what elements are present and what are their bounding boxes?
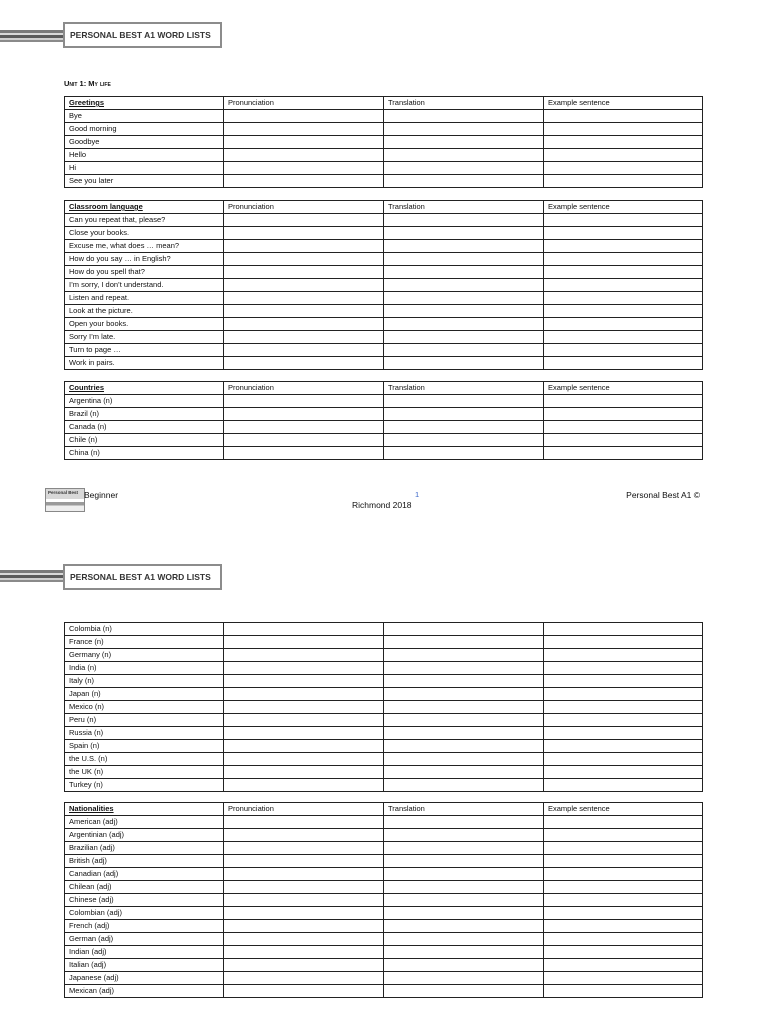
blank-cell: [224, 279, 384, 292]
word-cell: British (adj): [65, 855, 224, 868]
blank-cell: [544, 766, 703, 779]
word-cell: Excuse me, what does … mean?: [65, 240, 224, 253]
blank-cell: [544, 985, 703, 998]
table-row: [65, 753, 703, 766]
word-cell: Close your books.: [65, 227, 224, 240]
blank-cell: [544, 266, 703, 279]
blank-cell: [384, 946, 544, 959]
table-header-row: [65, 382, 703, 395]
word-cell: China (n): [65, 447, 224, 460]
blank-cell: [224, 149, 384, 162]
blank-cell: [544, 240, 703, 253]
page-number: 1: [415, 490, 420, 499]
blank-cell: [544, 214, 703, 227]
word-cell: Good morning: [65, 123, 224, 136]
blank-cell: [224, 894, 384, 907]
blank-cell: [544, 701, 703, 714]
table-row: [65, 162, 703, 175]
blank-cell: [224, 881, 384, 894]
blank-cell: [544, 907, 703, 920]
blank-cell: [544, 855, 703, 868]
blank-cell: [544, 408, 703, 421]
table-row: [65, 331, 703, 344]
table-row: [65, 292, 703, 305]
blank-cell: [384, 920, 544, 933]
blank-cell: [384, 136, 544, 149]
word-cell: India (n): [65, 662, 224, 675]
blank-cell: [384, 447, 544, 460]
column-header: Pronunciation: [224, 97, 384, 110]
blank-cell: [384, 714, 544, 727]
column-header: Translation: [384, 803, 544, 816]
blank-cell: [544, 305, 703, 318]
blank-cell: [224, 266, 384, 279]
header-decoration: [0, 30, 66, 42]
word-list-table: [64, 96, 703, 188]
table-header-row: [65, 201, 703, 214]
blank-cell: [224, 829, 384, 842]
table-row: [65, 688, 703, 701]
personal-best-logo: [45, 488, 85, 512]
blank-cell: [544, 331, 703, 344]
table-row: [65, 701, 703, 714]
table-row: [65, 855, 703, 868]
blank-cell: [544, 110, 703, 123]
blank-cell: [384, 421, 544, 434]
header-title: PERSONAL BEST A1 WORD LISTS: [63, 22, 222, 48]
word-cell: the U.S. (n): [65, 753, 224, 766]
blank-cell: [384, 816, 544, 829]
blank-cell: [544, 881, 703, 894]
blank-cell: [384, 253, 544, 266]
blank-cell: [384, 933, 544, 946]
table-row: [65, 136, 703, 149]
blank-cell: [384, 395, 544, 408]
blank-cell: [544, 779, 703, 792]
blank-cell: [224, 292, 384, 305]
word-cell: Brazil (n): [65, 408, 224, 421]
blank-cell: [224, 972, 384, 985]
word-cell: Listen and repeat.: [65, 292, 224, 305]
word-cell: Look at the picture.: [65, 305, 224, 318]
word-cell: Italy (n): [65, 675, 224, 688]
blank-cell: [544, 395, 703, 408]
table-row: [65, 740, 703, 753]
blank-cell: [384, 649, 544, 662]
blank-cell: [544, 136, 703, 149]
blank-cell: [224, 227, 384, 240]
blank-cell: [224, 395, 384, 408]
blank-cell: [544, 318, 703, 331]
table-row: [65, 408, 703, 421]
table-row: [65, 344, 703, 357]
table-row: [65, 868, 703, 881]
word-cell: Japan (n): [65, 688, 224, 701]
word-cell: Mexico (n): [65, 701, 224, 714]
blank-cell: [224, 434, 384, 447]
blank-cell: [224, 868, 384, 881]
blank-cell: [384, 227, 544, 240]
blank-cell: [544, 253, 703, 266]
blank-cell: [384, 110, 544, 123]
blank-cell: [224, 766, 384, 779]
word-list-table: [64, 381, 703, 460]
table-row: [65, 907, 703, 920]
blank-cell: [224, 421, 384, 434]
blank-cell: [224, 123, 384, 136]
blank-cell: [224, 636, 384, 649]
column-header: Translation: [384, 382, 544, 395]
table-row: [65, 123, 703, 136]
blank-cell: [224, 816, 384, 829]
blank-cell: [544, 421, 703, 434]
word-cell: Brazilian (adj): [65, 842, 224, 855]
table-row: [65, 959, 703, 972]
table-row: [65, 662, 703, 675]
word-cell: Hello: [65, 149, 224, 162]
table-heading: Countries: [65, 382, 224, 395]
word-cell: Mexican (adj): [65, 985, 224, 998]
blank-cell: [384, 779, 544, 792]
blank-cell: [224, 740, 384, 753]
blank-cell: [224, 753, 384, 766]
blank-cell: [384, 855, 544, 868]
column-header: Translation: [384, 97, 544, 110]
word-cell: Work in pairs.: [65, 357, 224, 370]
table-header-row: [65, 97, 703, 110]
blank-cell: [544, 123, 703, 136]
blank-cell: [224, 855, 384, 868]
blank-cell: [544, 279, 703, 292]
word-cell: Italian (adj): [65, 959, 224, 972]
blank-cell: [224, 701, 384, 714]
blank-cell: [384, 318, 544, 331]
blank-cell: [224, 305, 384, 318]
blank-cell: [224, 214, 384, 227]
blank-cell: [544, 292, 703, 305]
logo-text: Personal Best: [48, 490, 79, 495]
blank-cell: [384, 842, 544, 855]
column-header: Example sentence: [544, 382, 703, 395]
page-footer: [0, 488, 768, 518]
blank-cell: [224, 779, 384, 792]
table-row: [65, 842, 703, 855]
blank-cell: [544, 227, 703, 240]
table-row: [65, 985, 703, 998]
blank-cell: [384, 434, 544, 447]
word-cell: Russia (n): [65, 727, 224, 740]
blank-cell: [384, 123, 544, 136]
blank-cell: [384, 985, 544, 998]
table-header-row: [65, 803, 703, 816]
blank-cell: [544, 816, 703, 829]
word-cell: Goodbye: [65, 136, 224, 149]
blank-cell: [384, 305, 544, 318]
column-header: Example sentence: [544, 97, 703, 110]
blank-cell: [544, 959, 703, 972]
word-cell: Indian (adj): [65, 946, 224, 959]
column-header: Pronunciation: [224, 382, 384, 395]
word-cell: Chile (n): [65, 434, 224, 447]
footer-copyright: Personal Best A1 ©: [626, 490, 700, 500]
header-decoration: [0, 570, 66, 582]
word-cell: Sorry I’m late.: [65, 331, 224, 344]
word-cell: Colombia (n): [65, 623, 224, 636]
word-cell: Chinese (adj): [65, 894, 224, 907]
blank-cell: [384, 959, 544, 972]
word-cell: See you later: [65, 175, 224, 188]
blank-cell: [544, 714, 703, 727]
word-cell: the UK (n): [65, 766, 224, 779]
table-row: [65, 149, 703, 162]
header-title: PERSONAL BEST A1 WORD LISTS: [63, 564, 222, 590]
word-cell: Germany (n): [65, 649, 224, 662]
column-header: Pronunciation: [224, 803, 384, 816]
blank-cell: [544, 894, 703, 907]
blank-cell: [224, 714, 384, 727]
blank-cell: [224, 408, 384, 421]
word-cell: Bye: [65, 110, 224, 123]
blank-cell: [544, 868, 703, 881]
blank-cell: [224, 907, 384, 920]
blank-cell: [544, 842, 703, 855]
word-cell: Turn to page …: [65, 344, 224, 357]
blank-cell: [224, 985, 384, 998]
word-list-table: [64, 622, 703, 792]
table-row: [65, 766, 703, 779]
blank-cell: [384, 279, 544, 292]
word-cell: How do you spell that?: [65, 266, 224, 279]
blank-cell: [544, 740, 703, 753]
word-cell: I’m sorry, I don’t understand.: [65, 279, 224, 292]
table-row: [65, 214, 703, 227]
table-row: [65, 727, 703, 740]
table-heading: Greetings: [65, 97, 224, 110]
blank-cell: [384, 972, 544, 985]
word-cell: Spain (n): [65, 740, 224, 753]
blank-cell: [384, 636, 544, 649]
blank-cell: [544, 675, 703, 688]
blank-cell: [224, 727, 384, 740]
word-cell: Can you repeat that, please?: [65, 214, 224, 227]
blank-cell: [224, 623, 384, 636]
table-row: [65, 623, 703, 636]
word-cell: France (n): [65, 636, 224, 649]
blank-cell: [384, 727, 544, 740]
blank-cell: [544, 149, 703, 162]
blank-cell: [224, 675, 384, 688]
blank-cell: [544, 623, 703, 636]
table-row: [65, 253, 703, 266]
table-row: [65, 421, 703, 434]
table-row: [65, 933, 703, 946]
blank-cell: [224, 933, 384, 946]
blank-cell: [224, 240, 384, 253]
blank-cell: [544, 727, 703, 740]
blank-cell: [544, 447, 703, 460]
blank-cell: [384, 753, 544, 766]
table-row: [65, 434, 703, 447]
table-row: [65, 175, 703, 188]
table-row: [65, 305, 703, 318]
blank-cell: [544, 636, 703, 649]
document-page-2: [0, 530, 768, 1024]
blank-cell: [224, 175, 384, 188]
word-cell: Peru (n): [65, 714, 224, 727]
blank-cell: [224, 920, 384, 933]
word-list-table: [64, 802, 703, 998]
word-cell: How do you say … in English?: [65, 253, 224, 266]
table-row: [65, 110, 703, 123]
blank-cell: [384, 675, 544, 688]
word-cell: Chilean (adj): [65, 881, 224, 894]
column-header: Example sentence: [544, 201, 703, 214]
word-cell: French (adj): [65, 920, 224, 933]
word-cell: Canadian (adj): [65, 868, 224, 881]
blank-cell: [384, 907, 544, 920]
blank-cell: [224, 318, 384, 331]
table-row: [65, 447, 703, 460]
blank-cell: [384, 175, 544, 188]
word-cell: American (adj): [65, 816, 224, 829]
blank-cell: [224, 110, 384, 123]
column-header: Translation: [384, 201, 544, 214]
word-cell: Turkey (n): [65, 779, 224, 792]
blank-cell: [384, 688, 544, 701]
blank-cell: [544, 662, 703, 675]
blank-cell: [544, 434, 703, 447]
table-row: [65, 675, 703, 688]
word-cell: German (adj): [65, 933, 224, 946]
blank-cell: [384, 701, 544, 714]
blank-cell: [544, 344, 703, 357]
word-cell: Argentinian (adj): [65, 829, 224, 842]
blank-cell: [384, 266, 544, 279]
blank-cell: [224, 447, 384, 460]
table-heading: Nationalities: [65, 803, 224, 816]
table-row: [65, 920, 703, 933]
blank-cell: [384, 331, 544, 344]
word-list-table: [64, 200, 703, 370]
table-row: [65, 829, 703, 842]
blank-cell: [224, 331, 384, 344]
table-heading: Classroom language: [65, 201, 224, 214]
word-cell: Open your books.: [65, 318, 224, 331]
table-row: [65, 279, 703, 292]
blank-cell: [224, 662, 384, 675]
blank-cell: [384, 408, 544, 421]
blank-cell: [384, 829, 544, 842]
blank-cell: [544, 753, 703, 766]
blank-cell: [384, 894, 544, 907]
blank-cell: [224, 253, 384, 266]
blank-cell: [224, 946, 384, 959]
blank-cell: [544, 357, 703, 370]
blank-cell: [384, 740, 544, 753]
blank-cell: [224, 136, 384, 149]
unit-title: Unit 1: My life: [64, 79, 111, 88]
table-row: [65, 946, 703, 959]
blank-cell: [224, 959, 384, 972]
blank-cell: [544, 829, 703, 842]
blank-cell: [384, 868, 544, 881]
blank-cell: [544, 649, 703, 662]
table-row: [65, 714, 703, 727]
blank-cell: [384, 240, 544, 253]
blank-cell: [384, 162, 544, 175]
blank-cell: [384, 344, 544, 357]
blank-cell: [224, 688, 384, 701]
word-cell: Argentina (n): [65, 395, 224, 408]
blank-cell: [224, 344, 384, 357]
blank-cell: [544, 920, 703, 933]
word-cell: Hi: [65, 162, 224, 175]
table-row: [65, 318, 703, 331]
blank-cell: [384, 662, 544, 675]
blank-cell: [384, 766, 544, 779]
table-row: [65, 240, 703, 253]
blank-cell: [384, 357, 544, 370]
word-cell: Japanese (adj): [65, 972, 224, 985]
table-row: [65, 779, 703, 792]
blank-cell: [224, 162, 384, 175]
blank-cell: [544, 946, 703, 959]
blank-cell: [384, 214, 544, 227]
table-row: [65, 894, 703, 907]
blank-cell: [544, 162, 703, 175]
blank-cell: [224, 357, 384, 370]
blank-cell: [384, 623, 544, 636]
footer-publisher: Richmond 2018: [352, 500, 412, 510]
table-row: [65, 357, 703, 370]
column-header: Example sentence: [544, 803, 703, 816]
word-cell: Canada (n): [65, 421, 224, 434]
word-cell: Colombian (adj): [65, 907, 224, 920]
blank-cell: [224, 842, 384, 855]
blank-cell: [384, 881, 544, 894]
blank-cell: [544, 175, 703, 188]
blank-cell: [224, 649, 384, 662]
table-row: [65, 649, 703, 662]
blank-cell: [544, 688, 703, 701]
blank-cell: [544, 933, 703, 946]
table-row: [65, 972, 703, 985]
blank-cell: [384, 292, 544, 305]
table-row: [65, 636, 703, 649]
table-row: [65, 816, 703, 829]
table-row: [65, 395, 703, 408]
blank-cell: [384, 149, 544, 162]
table-row: [65, 227, 703, 240]
table-row: [65, 266, 703, 279]
footer-level: Beginner: [84, 490, 119, 500]
blank-cell: [544, 972, 703, 985]
column-header: Pronunciation: [224, 201, 384, 214]
table-row: [65, 881, 703, 894]
